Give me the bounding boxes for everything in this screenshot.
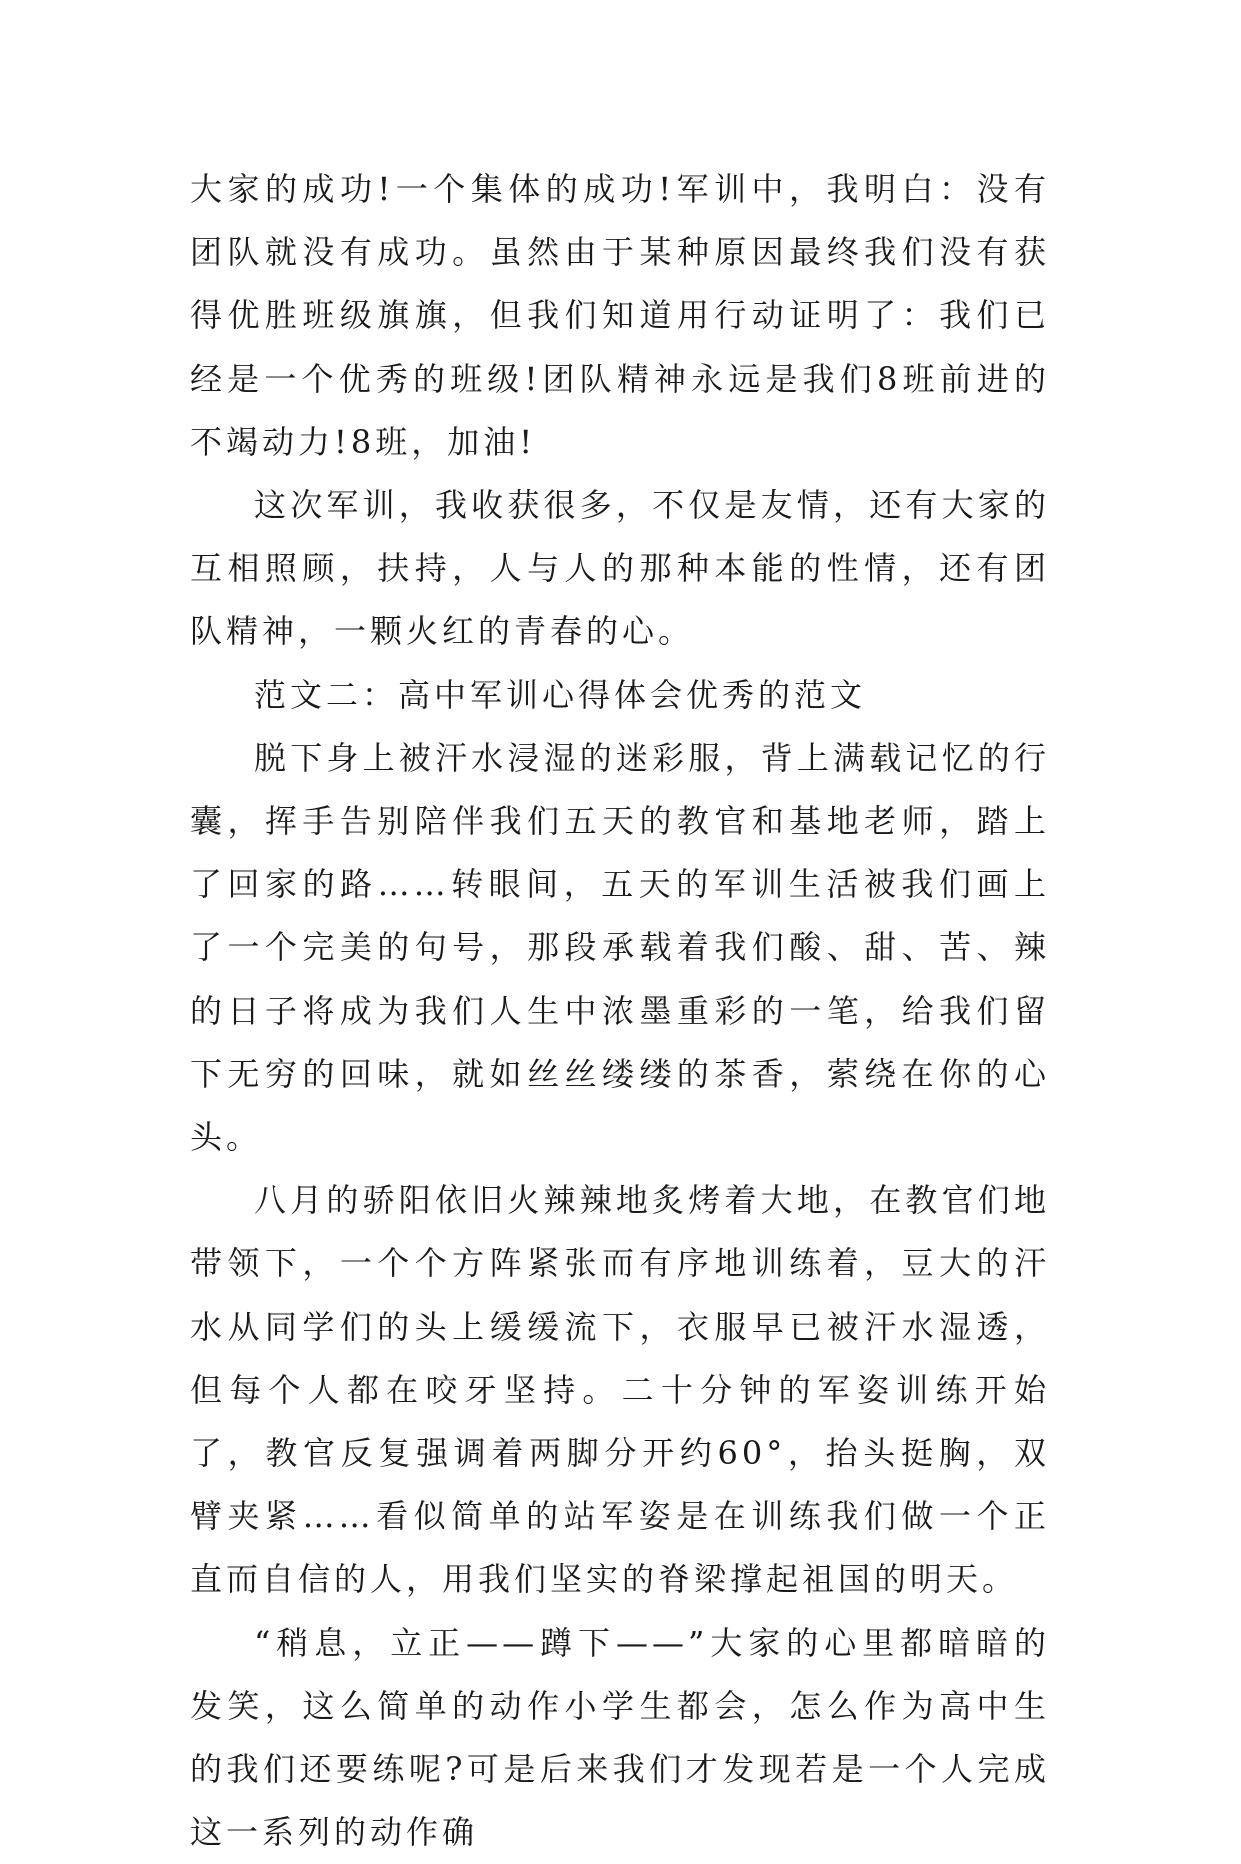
paragraph-4: 八月的骄阳依旧火辣辣地炙烤着大地，在教官们地带领下，一个个方阵紧张而有序地训练着，豆大的汗水从同学们的头上缓缓流下，衣服早已被汗水湿透，但每个人都在咬牙坚持。二十分钟的军姿训练开始了，教官反复强调着两脚分开约60°，抬头挺胸，双臂夹紧……看似简单的站军姿是在训练我们做一个正直而自信的人，用我们坚实的脊梁撑起祖国的明天。 bbox=[190, 1181, 1050, 1599]
paragraph-3: 脱下身上被汗水浸湿的迷彩服，背上满载记忆的行囊，挥手告别陪伴我们五天的教官和基地老师，踏上了回家的路……转眼间，五天的军训生活被我们画上了一个完美的句号，那段承载着我们酸、甜、苦、辣的日子将成为我们人生中浓墨重彩的一笔，给我们留下无穷的回味，就如丝丝缕缕的茶香，萦绕在你的心头。 bbox=[190, 738, 1050, 1157]
section-heading-fanwen-er: 范文二：高中军训心得体会优秀的范文 bbox=[254, 675, 867, 714]
paragraph-2: 这次军训，我收获很多，不仅是友情，还有大家的互相照顾，扶持，人与人的那种本能的性情，还有团队精神，一颗火红的青春的心。 bbox=[190, 486, 1050, 651]
paragraph-5: “稍息，立正——蹲下——”大家的心里都暗暗的发笑，这么简单的动作小学生都会，怎么作为高中生的我们还要练呢?可是后来我们才发现若是一个人完成这一系列的动作确 bbox=[190, 1623, 1050, 1852]
paragraph-1: 大家的成功!一个集体的成功!军训中，我明白：没有团队就没有成功。虽然由于某种原因最终我们没有获得优胜班级旗旗，但我们知道用行动证明了：我们已经是一个优秀的班级!团队精神永远是我们8班前进的不竭动力!8班，加油! bbox=[190, 170, 1050, 461]
document-body bbox=[190, 158, 1050, 1864]
